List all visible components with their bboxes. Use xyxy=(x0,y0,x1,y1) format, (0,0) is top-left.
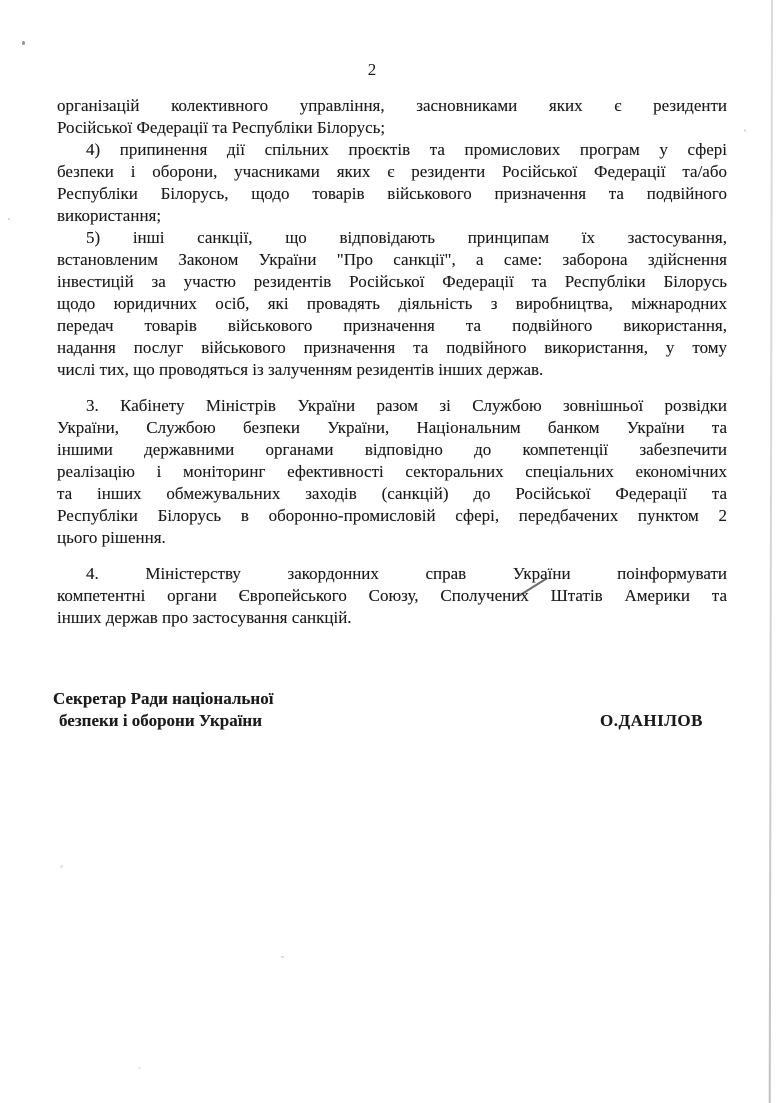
text-line: надання послуг військового призначення та подвійного використання, у тому xyxy=(57,338,727,357)
signatory-title xyxy=(53,688,273,732)
scan-speckle xyxy=(138,1067,141,1069)
scan-speckle xyxy=(8,218,10,220)
paragraph-item-5 xyxy=(57,227,727,381)
scan-speckle xyxy=(744,129,746,132)
text-line: 4) припинення дії спільних проєктів та промислових програм у сфері xyxy=(86,140,727,159)
text-line: та інших обмежувальних заходів (санкцій) до Російської Федерації та xyxy=(57,484,727,503)
text-line: Російської Федерації та Республіки Білорусь; xyxy=(57,118,386,137)
text-line: інвестицій за участю резидентів Російської Федерації та Республіки Білорусь xyxy=(57,272,727,291)
text-line: Республіки Білорусь, щодо товарів військового призначення та подвійного xyxy=(57,184,727,203)
text-line: 4. Міністерству закордонних справ України поінформувати xyxy=(86,564,727,583)
text-line: встановленим Законом України "Про санкції", а саме: заборона здійснення xyxy=(57,250,727,269)
text-line: використання; xyxy=(57,206,162,225)
text-line: числі тих, що проводяться із залученням резидентів інших держав. xyxy=(57,360,544,379)
text-line: 5) інші санкції, що відповідають принципам їх застосування, xyxy=(86,228,727,247)
scan-speckle xyxy=(60,865,63,868)
scan-speckle xyxy=(281,956,284,958)
paragraph-point-3 xyxy=(57,395,727,549)
paragraph-point-4 xyxy=(57,563,727,629)
text-line: безпеки і оборони, учасниками яких є резиденти Російської Федерації та/або xyxy=(57,162,727,181)
text-line: організацій колективного управління, засновниками яких є резиденти xyxy=(57,96,727,115)
signatory-title-line: безпеки і оборони України xyxy=(59,711,263,730)
paragraph-item-4 xyxy=(57,139,727,227)
paragraph-continuation xyxy=(57,95,727,139)
text-line: іншими державними органами відповідно до компетенції забезпечити xyxy=(57,440,727,459)
text-line: України, Службою безпеки України, Національним банком України та xyxy=(57,418,727,437)
text-line: передач товарів військового призначення та подвійного використання, xyxy=(57,316,727,335)
text-line: інших держав про застосування санкцій. xyxy=(57,608,352,627)
text-line: Республіки Білорусь в оборонно-промисловій сфері, передбачених пунктом 2 xyxy=(57,506,727,525)
text-line: цього рішення. xyxy=(57,528,166,547)
document-body xyxy=(0,95,780,629)
signatory-title-line: Секретар Ради національної xyxy=(53,689,274,708)
page-number: 2 xyxy=(367,60,377,79)
text-line: 3. Кабінету Міністрів України разом зі Службою зовнішньої розвідки xyxy=(86,396,727,415)
text-line: реалізацію і моніторинг ефективності секторальних спеціальних економічних xyxy=(57,462,727,481)
signature-block xyxy=(0,688,780,732)
signatory-name: О.ДАНІЛОВ xyxy=(599,711,703,730)
text-line: щодо юридичних осіб, які провадять діяльність з виробництва, міжнародних xyxy=(57,294,727,313)
text-line: компетентні органи Європейського Союзу, Сполучених Штатів Америки та xyxy=(57,586,727,605)
scan-speckle xyxy=(22,41,25,45)
